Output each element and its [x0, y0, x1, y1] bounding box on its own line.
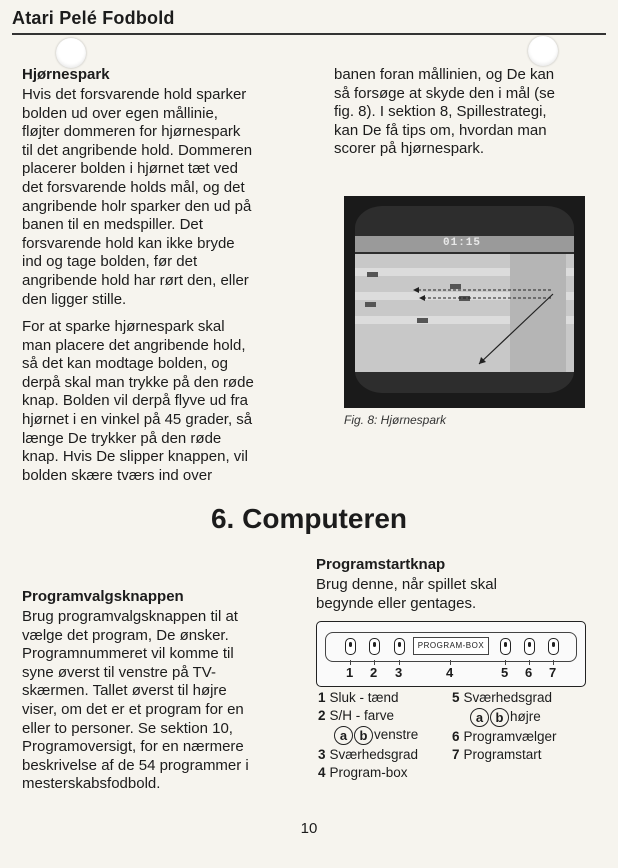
text-line: Brug denne, når spillet skal: [316, 576, 497, 593]
text-line: scorer på hjørnespark.: [334, 140, 485, 158]
text-line: ind og tage bolden, før det: [22, 253, 198, 271]
text-line: skærmen. Tallet øverst til højre: [22, 682, 227, 700]
switch-3: [394, 638, 405, 655]
text-line: mesterskabsfodbold.: [22, 775, 161, 793]
switch-2: [369, 638, 380, 655]
text-line: beskrivelse af de 54 programmer i: [22, 756, 249, 774]
circle-b-icon: b: [354, 726, 373, 745]
game-screenshot-figure: [344, 196, 585, 408]
text-line: knap. Hvis De slipper knappen, vil: [22, 448, 248, 466]
section-heading-programstart: Programstartknap: [316, 556, 446, 573]
text-line: den ligger stille.: [22, 290, 127, 308]
legend-text: Programstart: [463, 747, 542, 762]
diagram-number: 5: [501, 665, 509, 680]
text-line: forsvarende hold kan ikke bryde: [22, 234, 235, 252]
text-line: det forsvarende holds mål, og det: [22, 178, 245, 196]
diagram-number: 1: [346, 665, 354, 680]
diagram-number: 7: [549, 665, 557, 680]
legend-text: Programvælger: [463, 729, 557, 744]
circle-a-icon: a: [334, 726, 353, 745]
legend-text: venstre: [374, 727, 419, 743]
text-line: begynde eller gentages.: [316, 594, 477, 612]
legend-item: [452, 690, 552, 705]
page-title: Atari Pelé Fodbold: [12, 8, 175, 28]
legend-number: 7: [452, 747, 460, 762]
text-line: længe De trykker på den røde: [22, 429, 222, 447]
legend-item: [452, 747, 542, 762]
diagram-number: 6: [525, 665, 533, 680]
text-line: Programoversigt, for en nærmere: [22, 738, 244, 756]
text-line: til det angribende hold. Dommeren: [22, 141, 253, 159]
diagram-number: 4: [446, 665, 454, 680]
legend-number: 4: [318, 765, 326, 780]
legend-text: Sværhedsgrad: [463, 690, 553, 705]
section-heading-programvalg: Programvalgsknappen: [22, 588, 184, 605]
legend-text: højre: [510, 709, 541, 725]
hjornespark-continued: [334, 66, 610, 159]
text-line: vælge det program, De ønsker.: [22, 626, 229, 644]
legend-text: Program-box: [329, 765, 408, 780]
legend-item: [318, 708, 394, 723]
title-rule: [12, 33, 606, 35]
hjornespark-paragraph-2: [22, 318, 312, 485]
program-box-label: PROGRAM-BOX: [413, 637, 489, 655]
text-line: hjørnet i en vinkel på 45 grader, så: [22, 410, 253, 428]
switch-5: [500, 638, 511, 655]
legend-item: [334, 726, 418, 745]
legend-item: [318, 690, 399, 705]
soccer-field: [355, 254, 574, 372]
circle-b-icon: b: [490, 708, 509, 727]
circle-a-icon: a: [470, 708, 489, 727]
diagram-number: 2: [370, 665, 378, 680]
text-line: Brug programvalgsknappen til at: [22, 608, 238, 625]
text-line: Programnummeret vil komme til: [22, 645, 234, 663]
text-line: så det kan modtage bolden, og: [22, 355, 228, 373]
legend-item: [452, 729, 557, 744]
text-line: bolden skære tværs ind over: [22, 466, 213, 484]
legend-number: 2: [318, 708, 326, 723]
legend-item: [318, 765, 408, 780]
switch-1: [345, 638, 356, 655]
tv-screen: [355, 206, 574, 393]
legend-number: 6: [452, 729, 460, 744]
text-line: Hvis det forsvarende hold sparker: [22, 86, 247, 103]
section-heading-hjornespark: Hjørnespark: [22, 66, 110, 83]
text-line: syne øverst til venstre på TV-: [22, 663, 216, 681]
text-line: angribende holr sparker den ud på: [22, 197, 252, 215]
text-line: eller to personer. Se sektion 10,: [22, 719, 233, 737]
legend-number: 5: [452, 690, 460, 705]
text-line: For at sparke hjørnespark skal: [22, 318, 225, 335]
text-line: banen foran mållinien, og De kan: [334, 66, 555, 83]
legend-text: S/H - farve: [329, 708, 395, 723]
text-line: bolden ud over egen mållinie,: [22, 104, 218, 122]
legend-number: 3: [318, 747, 326, 762]
text-line: placerer bolden i hjørnet tæt ved: [22, 160, 238, 178]
legend-text: Sværhedsgrad: [329, 747, 419, 762]
legend-text: Sluk - tænd: [329, 690, 399, 705]
text-line: knap. Bolden vil derpå flyve ud fra: [22, 392, 248, 410]
text-line: man placere det angribende hold,: [22, 336, 246, 354]
section-title: 6. Computeren: [210, 503, 408, 534]
text-line: så forsøge at skyde den i mål (se: [334, 84, 555, 102]
legend-item: [318, 747, 418, 762]
punch-hole-left: [56, 38, 86, 68]
text-line: fløjter dommeren for hjørnespark: [22, 123, 241, 141]
ball-trajectory-arrows: [355, 254, 574, 372]
hjornespark-paragraph-1: [22, 86, 312, 309]
switch-7: [548, 638, 559, 655]
programstart-paragraph: [316, 576, 606, 613]
switch-6: [524, 638, 535, 655]
legend-item: [470, 708, 541, 727]
page-number: 10: [300, 820, 318, 837]
diagram-number: 3: [395, 665, 403, 680]
text-line: derpå skal man trykke på den røde: [22, 373, 254, 391]
text-line: fig. 8). I sektion 8, Spillestrategi,: [334, 103, 547, 121]
text-line: banen til en medspiller. Det: [22, 216, 203, 234]
program-box-diagram: [316, 621, 586, 687]
text-line: kan De få tips om, hvordan man: [334, 121, 547, 139]
game-score-readout: 01:15: [443, 237, 482, 249]
programvalg-paragraph: [22, 608, 312, 794]
text-line: angribende hold har rørt den, eller: [22, 271, 249, 289]
text-line: viser, om det er et program for en: [22, 700, 244, 718]
figure-caption: Fig. 8: Hjørnespark: [344, 413, 447, 427]
punch-hole-right: [528, 36, 558, 66]
legend-number: 1: [318, 690, 326, 705]
